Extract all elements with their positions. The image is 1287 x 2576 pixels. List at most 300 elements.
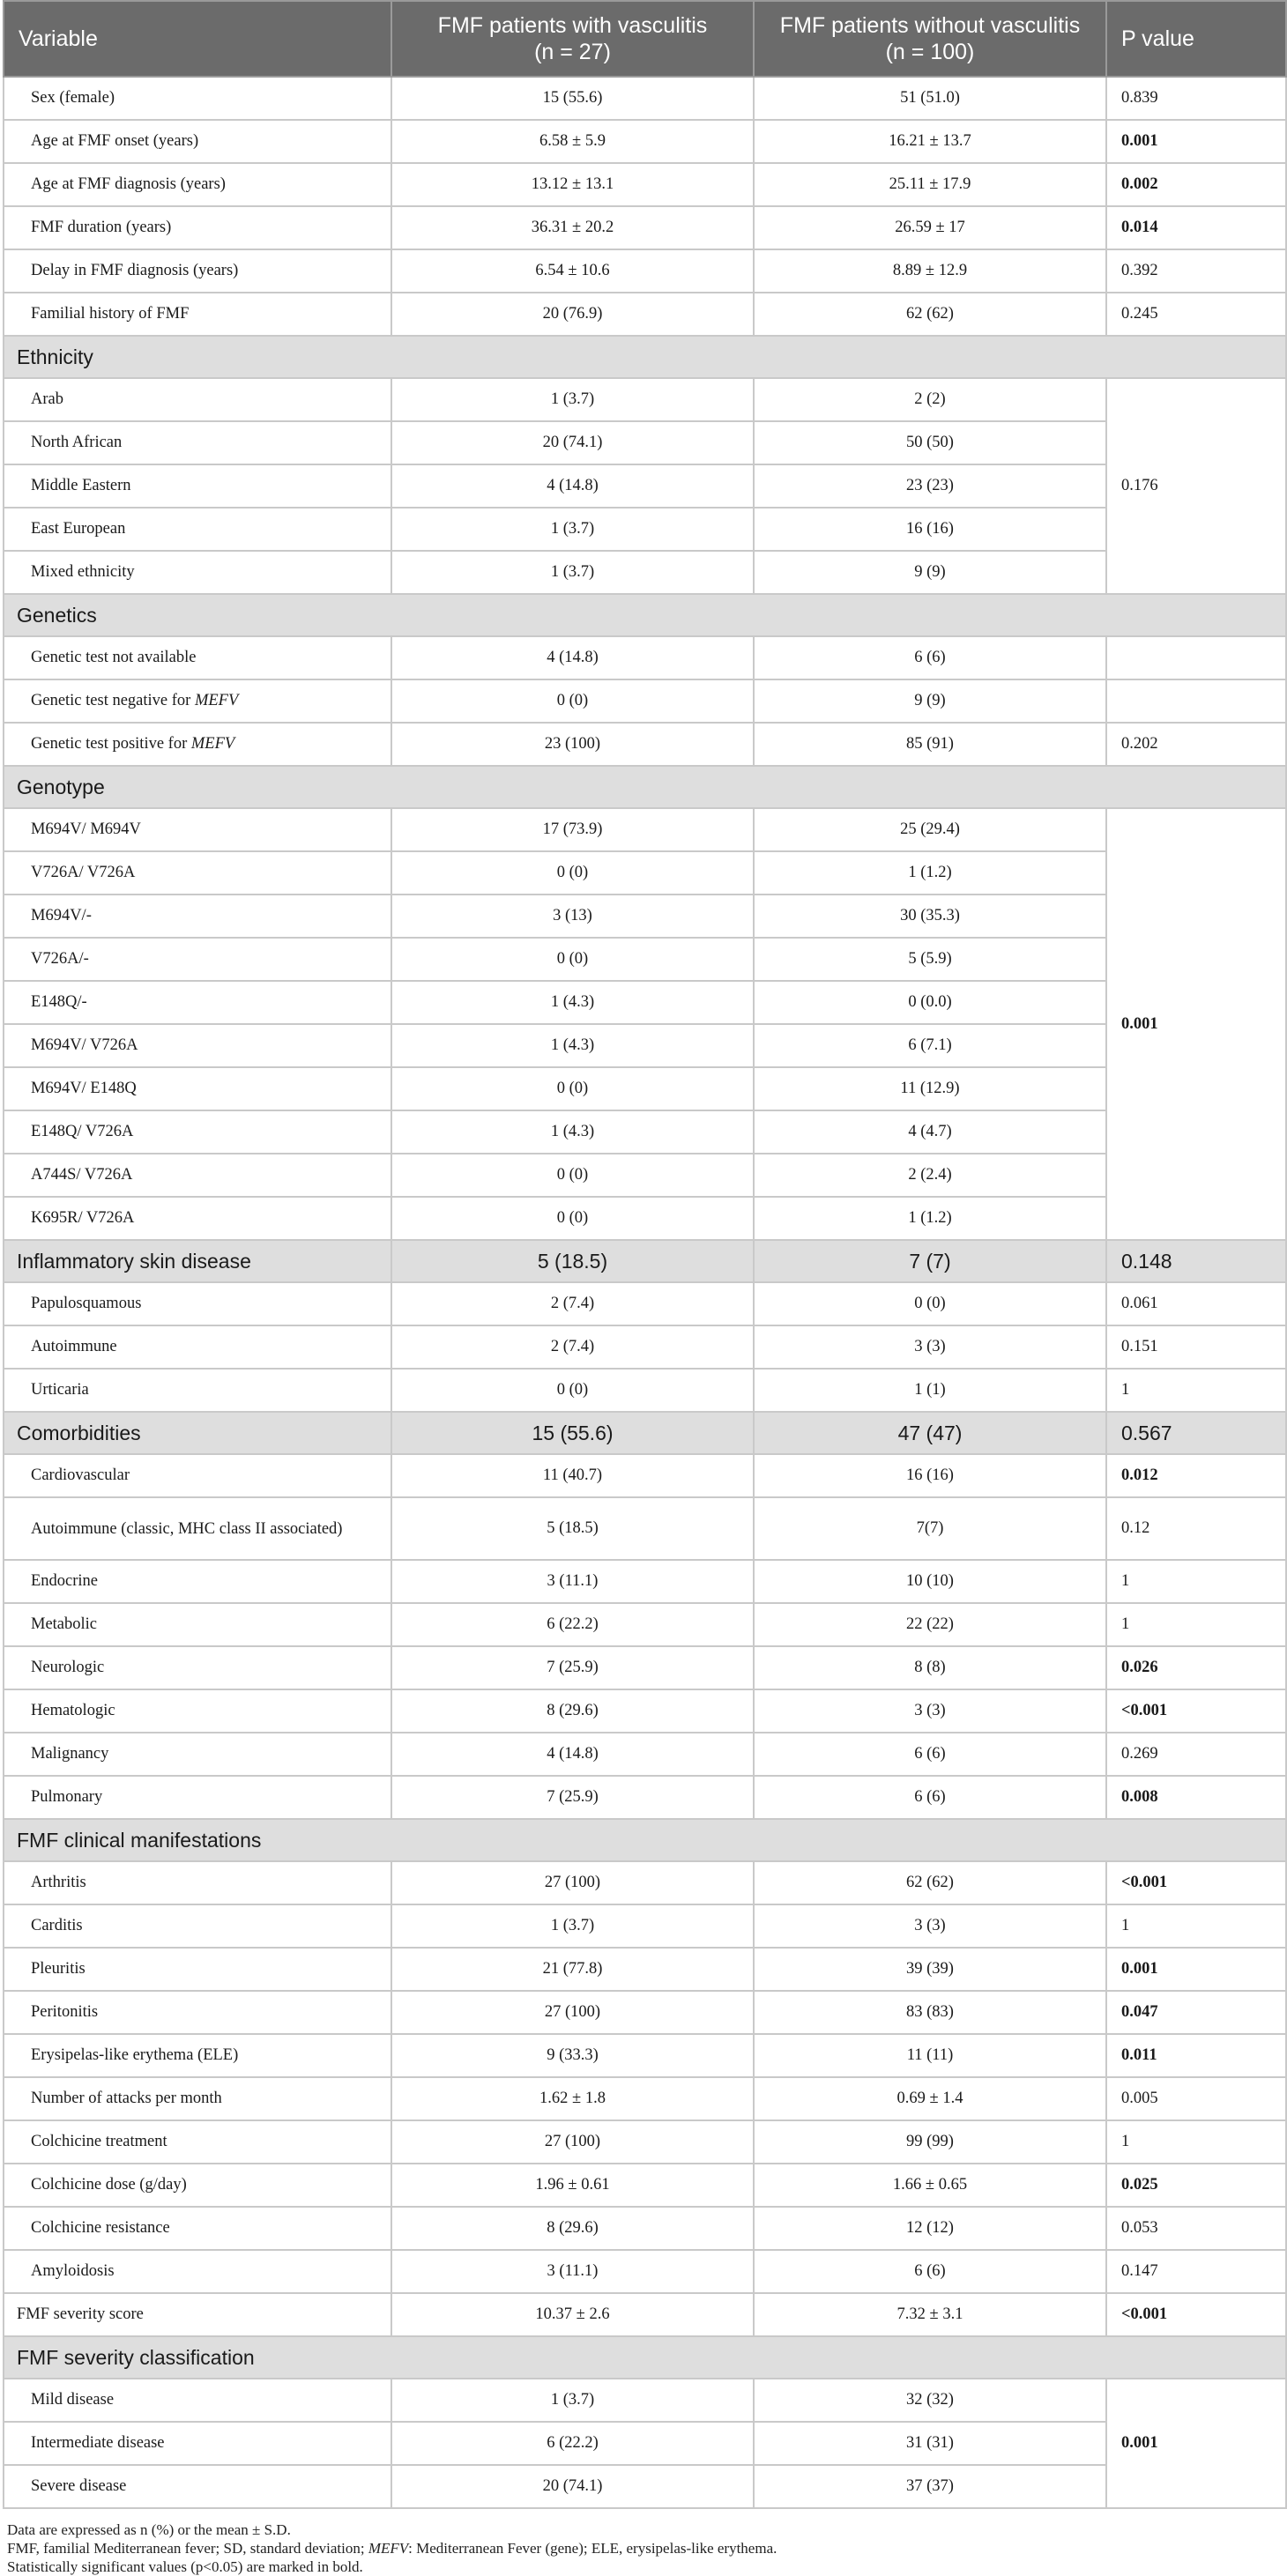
table-row [4,1948,1286,1991]
row-label-text: Colchicine dose (g/day) [31,2176,187,2194]
value-without-vasculitis: 5 (5.9) [754,938,1106,981]
row-label-text: M694V/ E148Q [31,1080,137,1097]
value-without-vasculitis: 6 (6) [754,1733,1106,1776]
row-label-text: Mild disease [31,2391,115,2409]
pvalue: 0.005 [1106,2077,1286,2120]
row-label [4,508,391,551]
value-with-vasculitis: 1 (3.7) [391,2379,754,2422]
value-with-vasculitis: 1 (4.3) [391,981,754,1024]
value-without-vasculitis: 23 (23) [754,464,1106,508]
value-without-vasculitis: 4 (4.7) [754,1110,1106,1154]
pvalue: 0.011 [1106,2034,1286,2077]
row-label [4,2164,391,2207]
table-row [4,1497,1286,1560]
table-row [4,1689,1286,1733]
row-label-text: Colchicine treatment [31,2133,167,2150]
row-label [4,1282,391,1325]
row-label-text: Pulmonary [31,1788,103,1806]
value-without-vasculitis: 8 (8) [754,1646,1106,1689]
row-label-text: Pleuritis [31,1960,86,1978]
row-label-text: East European [31,520,126,538]
table-row [4,1603,1286,1646]
value-without-vasculitis: 0 (0) [754,1282,1106,1325]
value-without-vasculitis: 1 (1.2) [754,1197,1106,1240]
value-without-vasculitis: 50 (50) [754,421,1106,464]
pvalue: 0.147 [1106,2250,1286,2293]
row-label-text: A744S/ V726A [31,1166,133,1184]
row-label [4,1369,391,1412]
value-with-vasculitis: 5 (18.5) [391,1497,754,1560]
row-label [4,2077,391,2120]
row-label-text: Papulosquamous [31,1295,142,1312]
table-row [4,1646,1286,1689]
row-label [4,1154,391,1197]
pvalue: 1 [1106,2120,1286,2164]
value-with-vasculitis: 3 (11.1) [391,1560,754,1603]
value-without-vasculitis: 39 (39) [754,1948,1106,1991]
value-without-vasculitis: 1 (1) [754,1369,1106,1412]
row-label [4,1197,391,1240]
table-body [4,77,1286,2508]
row-label [4,636,391,679]
pvalue: 0.392 [1106,249,1286,293]
section-label: Genetics [4,594,1286,636]
value-with-vasculitis: 3 (11.1) [391,2250,754,2293]
row-label-text: Peritonitis [31,2003,99,2021]
table-row [4,378,1286,421]
row-label [4,2293,391,2336]
table-row [4,2077,1286,2120]
value-with-vasculitis: 9 (33.3) [391,2034,754,2077]
value-without-vasculitis: 6 (7.1) [754,1024,1106,1067]
value-without-vasculitis: 9 (9) [754,551,1106,594]
value-with-vasculitis: 1 (3.7) [391,551,754,594]
pvalue [1106,636,1286,679]
value-with-vasculitis: 6 (22.2) [391,1603,754,1646]
row-label [4,2422,391,2465]
header-group2-line1: FMF patients without vasculitis [779,13,1081,38]
table-row [4,1733,1286,1776]
value-with-vasculitis: 4 (14.8) [391,464,754,508]
value-with-vasculitis: 13.12 ± 13.1 [391,163,754,206]
table-row [4,2207,1286,2250]
pvalue: 0.269 [1106,1733,1286,1776]
pvalue: 1 [1106,1904,1286,1948]
value-with-vasculitis: 20 (76.9) [391,293,754,336]
row-label-text: Age at FMF onset (years) [31,132,199,150]
value-without-vasculitis: 6 (6) [754,1776,1106,1819]
value-with-vasculitis: 20 (74.1) [391,2465,754,2508]
section-label: FMF severity classification [4,2336,1286,2379]
note-line-1: Data are expressed as n (%) or the mean ± S.D. [7,2521,291,2538]
row-label-text: Mixed ethnicity [31,563,135,581]
value-with-vasculitis: 27 (100) [391,2120,754,2164]
row-label-text: Number of attacks per month [31,2090,222,2107]
header-pvalue: P value [1106,1,1286,77]
table-notes [7,2520,1276,2576]
value-without-vasculitis: 3 (3) [754,1325,1106,1369]
row-label [4,1776,391,1819]
row-label-text: Severe disease [31,2477,127,2495]
row-label-text: Genetic test not available [31,649,197,666]
table-row [4,1560,1286,1603]
value-without-vasculitis: 1 (1.2) [754,851,1106,895]
table-row [4,851,1286,895]
value-with-vasculitis: 3 (13) [391,895,754,938]
value-with-vasculitis: 1 (3.7) [391,508,754,551]
section-value-without-vasculitis: 7 (7) [754,1240,1106,1282]
table-row [4,206,1286,249]
table-row [4,120,1286,163]
table-row [4,77,1286,120]
value-without-vasculitis: 11 (12.9) [754,1067,1106,1110]
table-row [4,1282,1286,1325]
value-with-vasculitis: 2 (7.4) [391,1282,754,1325]
row-label [4,1454,391,1497]
row-label [4,1603,391,1646]
row-label-text: M694V/ V726A [31,1036,138,1054]
value-with-vasculitis: 10.37 ± 2.6 [391,2293,754,2336]
table-row [4,1024,1286,1067]
value-with-vasculitis: 1.62 ± 1.8 [391,2077,754,2120]
table-row [4,1110,1286,1154]
row-label-text: Genetic test negative for [31,692,195,709]
note-line-2-a: FMF, familial Mediterranean fever; SD, standard deviation; [7,2540,368,2557]
table-row [4,293,1286,336]
row-label-text: Middle Eastern [31,477,131,494]
row-label-text: Autoimmune [31,1338,117,1355]
row-label-text: Neurologic [31,1659,105,1676]
section-row [4,1412,1286,1454]
value-without-vasculitis: 16.21 ± 13.7 [754,120,1106,163]
table-row [4,464,1286,508]
value-with-vasculitis: 36.31 ± 20.2 [391,206,754,249]
value-with-vasculitis: 27 (100) [391,1991,754,2034]
value-with-vasculitis: 0 (0) [391,1197,754,1240]
row-label [4,895,391,938]
row-label [4,938,391,981]
value-with-vasculitis: 6 (22.2) [391,2422,754,2465]
table-row [4,249,1286,293]
value-without-vasculitis: 7(7) [754,1497,1106,1560]
header-row [4,1,1286,77]
value-without-vasculitis: 25.11 ± 17.9 [754,163,1106,206]
table-row [4,1197,1286,1240]
row-label [4,1733,391,1776]
header-group-with-vasculitis [391,1,754,77]
table-row [4,636,1286,679]
table-row [4,1861,1286,1904]
value-without-vasculitis: 31 (31) [754,2422,1106,2465]
row-label [4,249,391,293]
row-label [4,1948,391,1991]
value-with-vasculitis: 17 (73.9) [391,808,754,851]
row-label-text: Sex (female) [31,89,115,107]
table-row [4,2034,1286,2077]
table-row [4,938,1286,981]
row-label [4,1560,391,1603]
table-row [4,1454,1286,1497]
section-label: FMF clinical manifestations [4,1819,1286,1861]
row-label [4,679,391,723]
row-label [4,1067,391,1110]
header-variable: Variable [4,1,391,77]
table-row [4,1991,1286,2034]
value-without-vasculitis: 7.32 ± 3.1 [754,2293,1106,2336]
value-with-vasculitis: 1 (4.3) [391,1110,754,1154]
table-row [4,163,1286,206]
value-without-vasculitis: 99 (99) [754,2120,1106,2164]
value-with-vasculitis: 2 (7.4) [391,1325,754,1369]
pvalue: <0.001 [1106,2293,1286,2336]
row-label [4,2465,391,2508]
value-without-vasculitis: 6 (6) [754,2250,1106,2293]
row-label [4,1904,391,1948]
row-label-text: Arthritis [31,1874,86,1891]
value-without-vasculitis: 2 (2.4) [754,1154,1106,1197]
value-with-vasculitis: 7 (25.9) [391,1646,754,1689]
row-label-text: FMF duration (years) [31,219,172,236]
table-row [4,2379,1286,2422]
row-label [4,421,391,464]
value-with-vasculitis: 1 (3.7) [391,1904,754,1948]
note-line-2-em: MEFV [368,2540,409,2557]
pvalue: 0.002 [1106,163,1286,206]
section-value-with-vasculitis: 15 (55.6) [391,1412,754,1454]
value-with-vasculitis: 8 (29.6) [391,2207,754,2250]
row-label [4,723,391,766]
row-label-text: FMF severity score [17,2305,144,2323]
section-value-without-vasculitis: 47 (47) [754,1412,1106,1454]
pvalue: 0.061 [1106,1282,1286,1325]
table-row [4,808,1286,851]
section-row [4,2336,1286,2379]
row-label-text: Familial history of FMF [31,305,190,323]
value-without-vasculitis: 12 (12) [754,2207,1106,2250]
table-row [4,981,1286,1024]
section-value-with-vasculitis: 5 (18.5) [391,1240,754,1282]
table-row [4,2250,1286,2293]
table-row [4,895,1286,938]
value-with-vasculitis: 0 (0) [391,1154,754,1197]
value-without-vasculitis: 62 (62) [754,293,1106,336]
value-without-vasculitis: 62 (62) [754,1861,1106,1904]
value-without-vasculitis: 2 (2) [754,378,1106,421]
row-label [4,1689,391,1733]
section-row [4,594,1286,636]
table-row [4,421,1286,464]
row-label [4,2250,391,2293]
section-label: Comorbidities [4,1412,391,1454]
note-line-2-b: : Mediterranean Fever (gene); ELE, erysipelas-like erythema. [408,2540,777,2557]
value-with-vasculitis: 11 (40.7) [391,1454,754,1497]
table-row [4,679,1286,723]
value-without-vasculitis: 22 (22) [754,1603,1106,1646]
table-row [4,551,1286,594]
row-label-text: Hematologic [31,1702,115,1719]
value-with-vasculitis: 0 (0) [391,1067,754,1110]
row-label-text: Delay in FMF diagnosis (years) [31,262,239,279]
value-with-vasculitis: 0 (0) [391,938,754,981]
pvalue: 0.053 [1106,2207,1286,2250]
pvalue: 0.014 [1106,206,1286,249]
row-label-gene: MEFV [190,735,235,753]
pvalue [1106,679,1286,723]
row-label [4,851,391,895]
value-with-vasculitis: 0 (0) [391,679,754,723]
row-label-text: Endocrine [31,1572,99,1590]
value-without-vasculitis: 85 (91) [754,723,1106,766]
data-table [3,0,1287,2509]
section-label: Inflammatory skin disease [4,1240,391,1282]
row-label-text: Autoimmune (classic, MHC class II associated) [31,1519,343,1538]
header-group1-line2: (n = 27) [534,40,611,64]
value-with-vasculitis: 23 (100) [391,723,754,766]
pvalue: 0.245 [1106,293,1286,336]
table-row [4,723,1286,766]
pvalue: 0.026 [1106,1646,1286,1689]
row-label [4,1497,391,1560]
row-label-text: Erysipelas-like erythema (ELE) [31,2046,239,2064]
value-without-vasculitis: 3 (3) [754,1904,1106,1948]
value-without-vasculitis: 83 (83) [754,1991,1106,2034]
pvalue: 0.047 [1106,1991,1286,2034]
row-label [4,1861,391,1904]
value-with-vasculitis: 7 (25.9) [391,1776,754,1819]
row-label [4,2207,391,2250]
pvalue: 1 [1106,1369,1286,1412]
value-without-vasculitis: 0.69 ± 1.4 [754,2077,1106,2120]
value-without-vasculitis: 25 (29.4) [754,808,1106,851]
row-label [4,2379,391,2422]
row-label [4,1991,391,2034]
row-label-text: North African [31,434,123,451]
value-without-vasculitis: 32 (32) [754,2379,1106,2422]
pvalue: 0.176 [1106,378,1286,594]
row-label [4,1024,391,1067]
value-with-vasculitis: 27 (100) [391,1861,754,1904]
table-row [4,1325,1286,1369]
pvalue: 1 [1106,1560,1286,1603]
section-row [4,766,1286,808]
row-label-text: Metabolic [31,1615,98,1633]
value-without-vasculitis: 16 (16) [754,508,1106,551]
row-label [4,163,391,206]
row-label-text: Genetic test positive for [31,735,191,753]
row-label-text: K695R/ V726A [31,1209,135,1227]
table-row [4,2164,1286,2207]
note-line-2 [7,2539,1276,2557]
row-label-text: V726A/ V726A [31,864,136,881]
value-without-vasculitis: 11 (11) [754,2034,1106,2077]
table-row [4,2120,1286,2164]
table-row [4,2422,1286,2465]
row-label [4,1110,391,1154]
row-label [4,1325,391,1369]
pvalue: 0.001 [1106,2379,1286,2508]
pvalue: 0.839 [1106,77,1286,120]
row-label [4,2120,391,2164]
value-without-vasculitis: 9 (9) [754,679,1106,723]
table-row [4,2293,1286,2336]
table-row [4,1369,1286,1412]
value-without-vasculitis: 37 (37) [754,2465,1106,2508]
row-label [4,120,391,163]
row-label-gene: MEFV [194,692,239,709]
value-without-vasculitis: 8.89 ± 12.9 [754,249,1106,293]
value-with-vasculitis: 4 (14.8) [391,1733,754,1776]
value-with-vasculitis: 6.58 ± 5.9 [391,120,754,163]
table-row [4,1776,1286,1819]
value-with-vasculitis: 1.96 ± 0.61 [391,2164,754,2207]
row-label-text: Arab [31,390,63,408]
row-label-text: M694V/- [31,907,92,924]
pvalue: 0.151 [1106,1325,1286,1369]
section-row [4,1240,1286,1282]
row-label [4,378,391,421]
value-with-vasculitis: 6.54 ± 10.6 [391,249,754,293]
table-row [4,1904,1286,1948]
row-label [4,464,391,508]
table-row [4,1154,1286,1197]
value-with-vasculitis: 8 (29.6) [391,1689,754,1733]
value-without-vasculitis: 6 (6) [754,636,1106,679]
row-label-text: E148Q/- [31,993,87,1011]
value-without-vasculitis: 3 (3) [754,1689,1106,1733]
value-without-vasculitis: 51 (51.0) [754,77,1106,120]
value-without-vasculitis: 10 (10) [754,1560,1106,1603]
row-label [4,808,391,851]
note-line-3: Statistically significant values (p<0.05) are marked in bold. [7,2558,363,2575]
header-group-without-vasculitis [754,1,1106,77]
row-label-text: Malignancy [31,1745,109,1763]
value-with-vasculitis: 4 (14.8) [391,636,754,679]
value-with-vasculitis: 1 (3.7) [391,378,754,421]
pvalue: 0.12 [1106,1497,1286,1560]
value-without-vasculitis: 16 (16) [754,1454,1106,1497]
row-label-text: V726A/- [31,950,89,968]
pvalue: <0.001 [1106,1861,1286,1904]
pvalue: 0.001 [1106,120,1286,163]
value-without-vasculitis: 26.59 ± 17 [754,206,1106,249]
row-label [4,206,391,249]
pvalue: 0.001 [1106,808,1286,1240]
header-group1-line1: FMF patients with vasculitis [437,13,708,38]
row-label [4,293,391,336]
row-label-text: E148Q/ V726A [31,1123,134,1140]
row-label [4,981,391,1024]
row-label-text: Cardiovascular [31,1466,130,1484]
row-label-text: Carditis [31,1917,83,1934]
row-label [4,77,391,120]
pvalue: <0.001 [1106,1689,1286,1733]
pvalue: 0.008 [1106,1776,1286,1819]
row-label-text: Urticaria [31,1381,89,1399]
section-label: Ethnicity [4,336,1286,378]
pvalue: 0.025 [1106,2164,1286,2207]
header-group2-line2: (n = 100) [885,40,975,64]
value-with-vasculitis: 21 (77.8) [391,1948,754,1991]
row-label-text: Age at FMF diagnosis (years) [31,175,226,193]
row-label-text: Colchicine resistance [31,2219,170,2237]
value-with-vasculitis: 15 (55.6) [391,77,754,120]
table-row [4,1067,1286,1110]
table-row [4,508,1286,551]
row-label-text: Amyloidosis [31,2262,115,2280]
pvalue: 1 [1106,1603,1286,1646]
section-row [4,336,1286,378]
row-label [4,1646,391,1689]
